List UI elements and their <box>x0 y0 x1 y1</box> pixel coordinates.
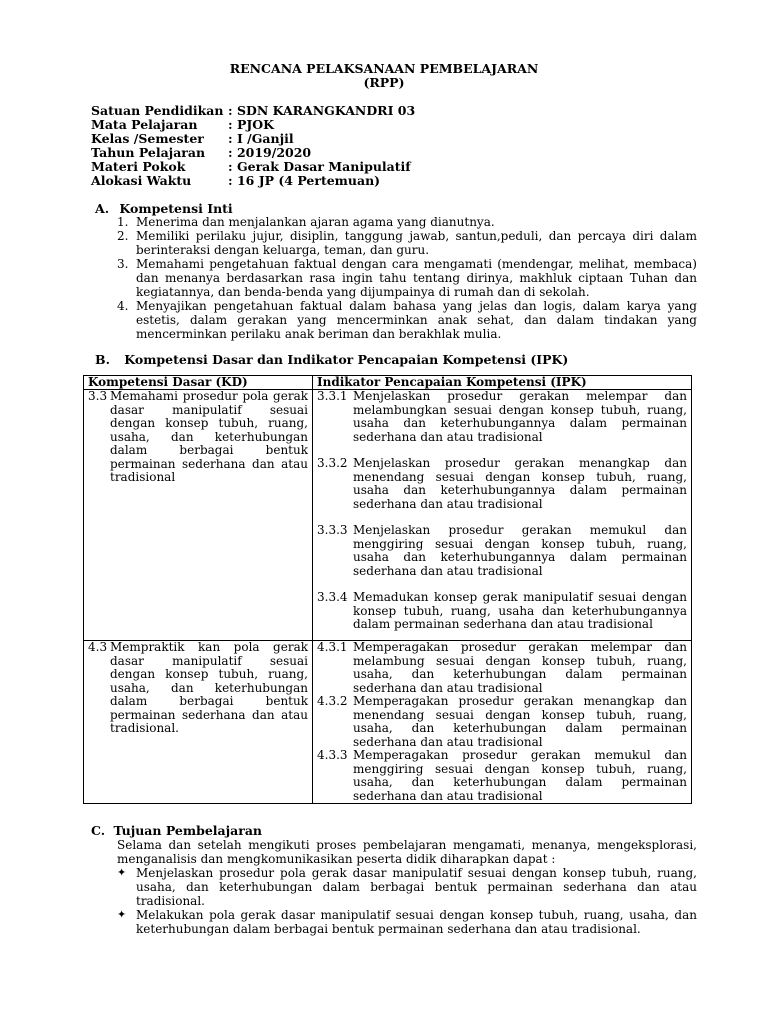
identity-label: Materi Pokok <box>91 159 186 174</box>
list-number: 1. <box>117 215 129 229</box>
document-subtitle: (RPP) <box>363 75 405 90</box>
list-number: 2. <box>117 229 129 243</box>
identity-label: Kelas /Semester <box>91 131 204 146</box>
list-item <box>117 908 697 936</box>
ipk-code: 3.3.4 <box>317 590 348 604</box>
column-header-ipk: Indikator Pencapaian Kompetensi (IPK) <box>313 376 692 390</box>
list-item <box>117 866 697 908</box>
section-c-heading <box>91 824 262 838</box>
column-header-kd: Kompetensi Dasar (KD) <box>84 376 313 390</box>
table-row <box>84 641 692 804</box>
identity-label: Alokasi Waktu <box>91 173 192 188</box>
ipk-code: 3.3.3 <box>317 523 348 537</box>
ipk-item <box>317 749 687 803</box>
list-text: Menyajikan pengetahuan faktual dalam bahasa yang jelas dan logis, dalam karya yang estetis, dalam gerakan yang mencerminkan anak sehat, dan dalam tindakan yang mencerminkan perilaku anak beriman dan berakhlak mulia. <box>136 299 697 341</box>
section-b-heading <box>95 353 568 367</box>
section-title: Kompetensi Inti <box>119 201 233 216</box>
list-item <box>117 257 697 299</box>
list-item <box>117 215 697 229</box>
ipk-text: Menjelaskan prosedur gerakan menangkap dan menendang sesuai dengan konsep tubuh, ruang, usaha dan keterhubungannya dalam permainan sederhana dan atau tradisional <box>353 456 687 511</box>
kd-cell <box>84 390 313 641</box>
ipk-cell <box>313 641 692 804</box>
list-text: Memahami pengetahuan faktual dengan cara mengamati (mendengar, melihat, membaca) dan menanya berdasarkan rasa ingin tahu tentang dirinya, makhluk ciptaan Tuhan dan kegiatannya, dan benda-benda yang dijumpainya di rumah dan di sekolah. <box>136 257 697 299</box>
ipk-text: Memadukan konsep gerak manipulatif sesuai dengan konsep tubuh, ruang, usaha dan keterhubungannya dalam permainan sederhana dan atau tradisional <box>353 590 687 631</box>
ipk-text: Memperagakan prosedur gerakan menangkap dan menendang sesuai dengan konsep tubuh, ruang, usaha, dan keterhubungan dalam permainan sederhana dan atau tradisional <box>353 694 687 749</box>
ipk-code: 4.3.3 <box>317 748 348 762</box>
identity-value: : 2019/2020 <box>228 145 312 160</box>
kd-text: Memahami prosedur pola gerak dasar manipulatif sesuai dengan konsep tubuh, ruang, usaha, dan keterhubungan dalam berbagai bentuk permainan sederhana dan atau tradisional <box>110 389 308 484</box>
ipk-text: Menjelaskan prosedur gerakan melempar dan melambungkan sesuai dengan konsep tubuh, ruang, usaha dan keterhubungannya dalam permainan sederhana dan atau tradisional <box>353 389 687 444</box>
list-number: 3. <box>117 257 129 271</box>
ipk-text: Memperagakan prosedur gerakan memukul dan menggiring sesuai dengan konsep tubuh, ruang, usaha, dan keterhubungan dalam permainan sederhana dan atau tradisional <box>353 748 687 803</box>
identity-label: Mata Pelajaran <box>91 117 198 132</box>
section-letter: A. <box>95 201 110 216</box>
ipk-code: 3.3.2 <box>317 456 348 470</box>
kd-text: Mempraktik kan pola gerak dasar manipulatif sesuai dengan konsep tubuh, ruang, usaha, dan keterhubungan dalam berbagai bentuk permainan sederhana dan atau tradisional. <box>110 640 308 735</box>
ipk-item <box>317 390 687 444</box>
section-title: Kompetensi Dasar dan Indikator Pencapaian Kompetensi (IPK) <box>124 352 569 367</box>
list-text: Melakukan pola gerak dasar manipulatif sesuai dengan konsep tubuh, ruang, usaha, dan keterhubungan dalam berbagai bentuk permainan sederhana dan atau tradisional. <box>136 908 697 936</box>
ipk-item <box>317 695 687 749</box>
tujuan-intro: Selama dan setelah mengikuti proses pembelajaran mengamati, menanya, mengeksplorasi, menganalisis dan mengkomunikasikan peserta didik diharapkan dapat : <box>117 838 697 866</box>
section-title: Tujuan Pembelajaran <box>113 823 263 838</box>
list-text: Menjelaskan prosedur pola gerak dasar manipulatif sesuai dengan konsep tubuh, ruang, usaha, dan keterhubungan dalam berbagai bentuk permainan sederhana dan atau tradisional. <box>136 866 697 908</box>
ipk-cell <box>313 390 692 641</box>
ipk-item <box>317 524 687 578</box>
section-letter: B. <box>95 352 110 367</box>
kompetensi-inti-list <box>117 215 697 341</box>
star-bullet-icon: ✦ <box>117 908 127 921</box>
kd-code: 3.3 <box>88 389 108 403</box>
ipk-code: 3.3.1 <box>317 389 348 403</box>
list-item <box>117 299 697 341</box>
identity-label: Satuan Pendidikan <box>91 103 224 118</box>
ipk-item <box>317 457 687 511</box>
list-text: Menerima dan menjalankan ajaran agama yang dianutnya. <box>136 215 495 229</box>
identity-label: Tahun Pelajaran <box>91 145 206 160</box>
kd-ipk-table <box>83 375 692 804</box>
document-title: RENCANA PELAKSANAAN PEMBELAJARAN <box>229 61 539 76</box>
ipk-text: Memperagakan prosedur gerakan melempar dan melambung sesuai dengan konsep tubuh, ruang, usaha, dan keterhubungan dalam permainan sederhana dan atau tradisional <box>353 640 687 695</box>
ipk-item <box>317 641 687 695</box>
ipk-code: 4.3.2 <box>317 694 348 708</box>
list-item <box>117 229 697 257</box>
kd-cell <box>84 641 313 804</box>
ipk-item <box>317 591 687 632</box>
identity-value: : 16 JP (4 Pertemuan) <box>228 173 381 188</box>
ipk-text: Menjelaskan prosedur gerakan memukul dan menggiring sesuai dengan konsep tubuh, ruang, usaha dan keterhubungannya dalam permainan sederhana dan atau tradisional <box>353 523 687 578</box>
identity-value: : SDN KARANGKANDRI 03 <box>228 103 416 118</box>
table-header-row <box>84 376 692 390</box>
star-bullet-icon: ✦ <box>117 866 127 879</box>
kd-code: 4.3 <box>88 640 108 654</box>
identity-value: : PJOK <box>228 117 275 132</box>
section-a-heading <box>95 202 233 216</box>
section-letter: C. <box>91 823 106 838</box>
identity-value: : I /Ganjil <box>228 131 294 146</box>
table-row <box>84 390 692 641</box>
tujuan-list <box>117 866 697 936</box>
list-number: 4. <box>117 299 129 313</box>
identity-value: : Gerak Dasar Manipulatif <box>228 159 411 174</box>
ipk-code: 4.3.1 <box>317 640 348 654</box>
list-text: Memiliki perilaku jujur, disiplin, tanggung jawab, santun,peduli, dan percaya diri dalam berinteraksi dengan keluarga, teman, dan guru. <box>136 229 697 257</box>
